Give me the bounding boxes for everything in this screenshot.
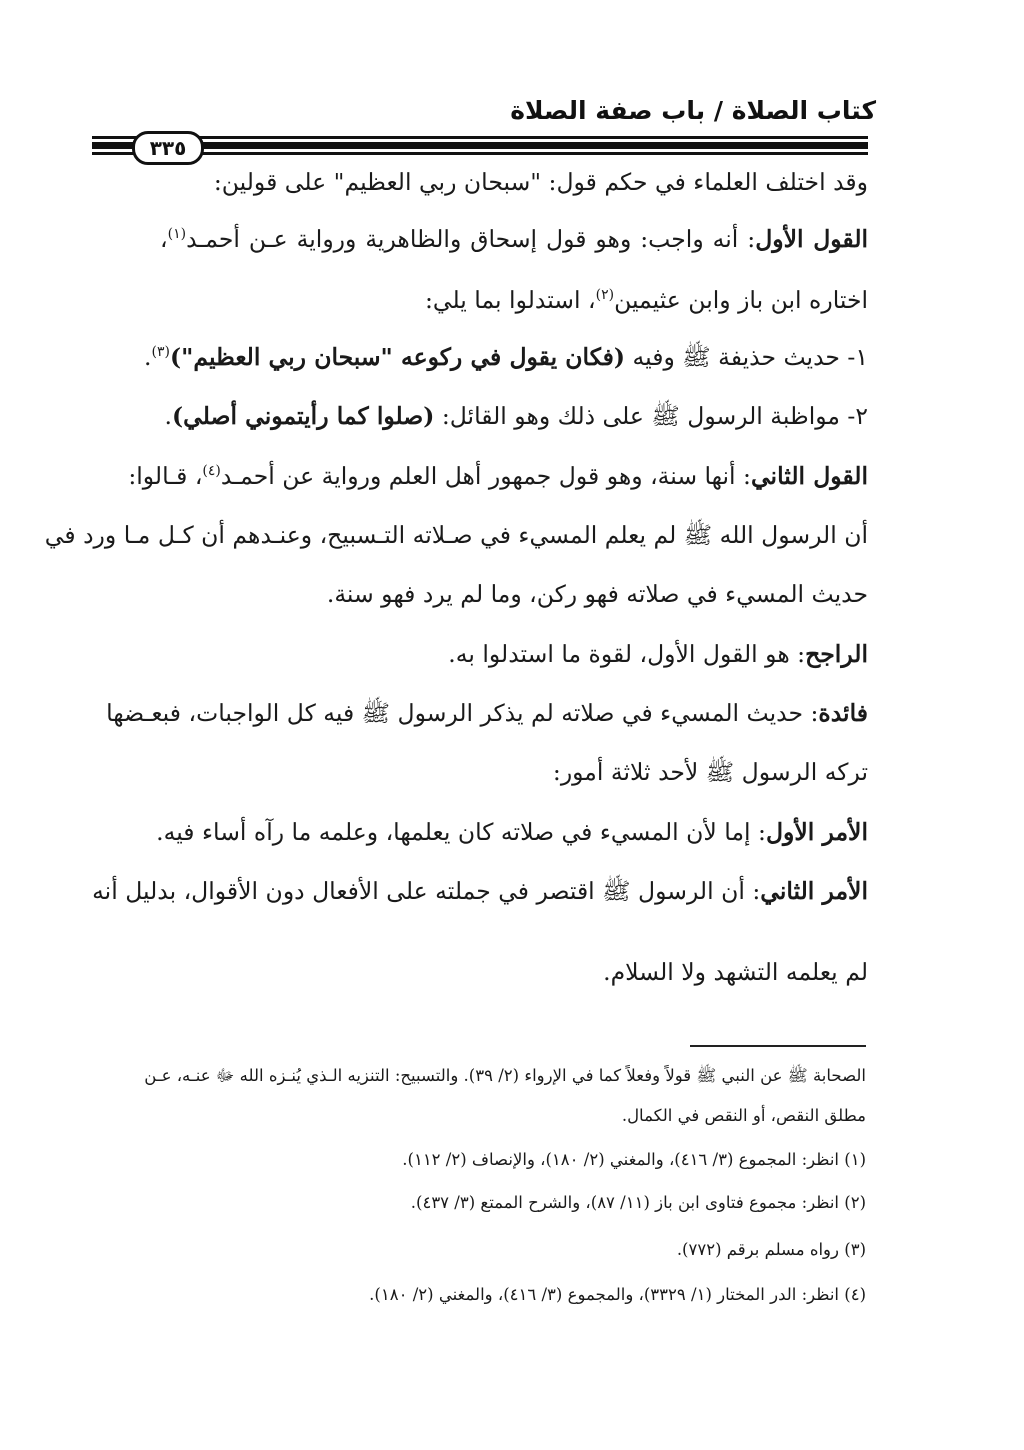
body-line-9 bbox=[160, 640, 868, 668]
body-line-1: وقد اختلف العلماء في حكم قول: "سبحان ربي العظيم" على قولين: bbox=[213, 168, 868, 196]
body-line-6-end: ، قـالوا: bbox=[128, 462, 203, 490]
body-line-2-text: : أنه واجب: وهو قول إسحاق والظاهرية ورواية عـن أحمـد bbox=[186, 225, 756, 253]
footnote-2: (٢) انظر: مجموع فتاوى ابن باز (١١/ ٨٧)، والشرح الممتع (٣/ ٤٣٧). bbox=[410, 1193, 866, 1212]
body-line-11: تركه الرسول ﷺ لأحد ثلاثة أمور: bbox=[552, 758, 868, 786]
body-line-5-end: . bbox=[164, 402, 173, 430]
footnote-ref-4: (٤) bbox=[202, 463, 221, 480]
first-opinion-label: القول الأول bbox=[755, 225, 869, 253]
footnote-continuation-line-1: الصحابة ﷺ عن النبي ﷺ قولاً وفعلاً كما في الإرواء (٢/ ٣٩). والتسبيح: التنزيه الـذي يُنـزه الله ﷻ عنـه، عـن bbox=[144, 1066, 866, 1085]
body-line-4 bbox=[144, 343, 868, 377]
first-matter-label: الأمر الأول bbox=[765, 818, 868, 846]
body-line-2 bbox=[160, 225, 868, 253]
body-line-12-text: : إما لأن المسيء في صلاته كان يعلمها، وعلمه ما رآه أساء فيه. bbox=[156, 818, 766, 846]
body-line-12 bbox=[156, 818, 868, 846]
benefit-label: فائدة bbox=[818, 699, 868, 727]
body-line-7: أن الرسول الله ﷺ لم يعلم المسيء في صـلاته التـسبيح، وعنـدهم أن كـل مـا ورد في bbox=[44, 521, 868, 549]
body-line-10 bbox=[106, 699, 868, 733]
body-line-6 bbox=[128, 462, 868, 490]
footnote-ref-2: (٢) bbox=[595, 287, 615, 304]
body-line-13-text: : أن الرسول ﷺ اقتصر في جملته على الأفعال دون الأقوال، بدليل أنه bbox=[92, 877, 761, 905]
body-line-2-end: ، bbox=[160, 225, 168, 253]
hadith-quote-1: (فكان يقول في ركوعه "سبحان ربي العظيم") bbox=[169, 343, 626, 371]
hadith-quote-2: (صلوا كما رأيتموني أصلي) bbox=[172, 402, 435, 430]
body-line-6-text: : أنها سنة، وهو قول جمهور أهل العلم ورواية عن أحمـد bbox=[220, 462, 751, 490]
body-line-13 bbox=[92, 877, 868, 911]
running-header-title: كتاب الصلاة / باب صفة الصلاة bbox=[510, 96, 876, 125]
preferred-opinion-label: الراجح bbox=[805, 640, 868, 668]
footnote-4: (٤) انظر: الدر المختار (١/ ٣٣٢٩)، والمجموع (٣/ ٤١٦)، والمغني (٢/ ١٨٠). bbox=[369, 1285, 866, 1304]
body-line-9-text: : هو القول الأول، لقوة ما استدلوا به. bbox=[448, 640, 806, 668]
footnote-ref-3: (٣) bbox=[151, 344, 170, 361]
header-rule bbox=[92, 128, 868, 162]
second-matter-label: الأمر الثاني bbox=[760, 877, 868, 905]
footnote-continuation-line-2: مطلق النقص، أو النقص في الكمال. bbox=[621, 1106, 866, 1125]
footnote-separator bbox=[690, 1045, 866, 1047]
footnote-3: (٣) رواه مسلم برقم (٧٧٢). bbox=[676, 1240, 866, 1259]
body-line-3-end: ، استدلوا بما يلي: bbox=[425, 286, 596, 314]
body-line-3 bbox=[160, 286, 868, 314]
page-number: ٣٣٥ bbox=[132, 131, 204, 165]
body-line-4-text: ١- حديث حذيفة ﷺ وفيه bbox=[625, 343, 868, 371]
body-line-4-end: . bbox=[144, 343, 152, 371]
body-line-10-text: : حديث المسيء في صلاته لم يذكر الرسول ﷺ فيه كل الواجبات، فبعـضها bbox=[106, 699, 819, 727]
body-line-8: حديث المسيء في صلاته فهو ركن، وما لم يرد فهو سنة. bbox=[326, 580, 868, 608]
footnote-1: (١) انظر: المجموع (٣/ ٤١٦)، والمغني (٢/ ١٨٠)، والإنصاف (٢/ ١١٢). bbox=[402, 1150, 866, 1169]
footnote-ref-1: (١) bbox=[167, 226, 187, 243]
body-line-5-text: ٢- مواظبة الرسول ﷺ على ذلك وهو القائل: bbox=[434, 402, 868, 430]
body-line-5 bbox=[160, 402, 868, 436]
body-line-14: لم يعلمه التشهد ولا السلام. bbox=[603, 958, 868, 986]
second-opinion-label: القول الثاني bbox=[750, 462, 868, 490]
body-line-3-text: اختاره ابن باز وابن عثيمين bbox=[614, 286, 868, 314]
